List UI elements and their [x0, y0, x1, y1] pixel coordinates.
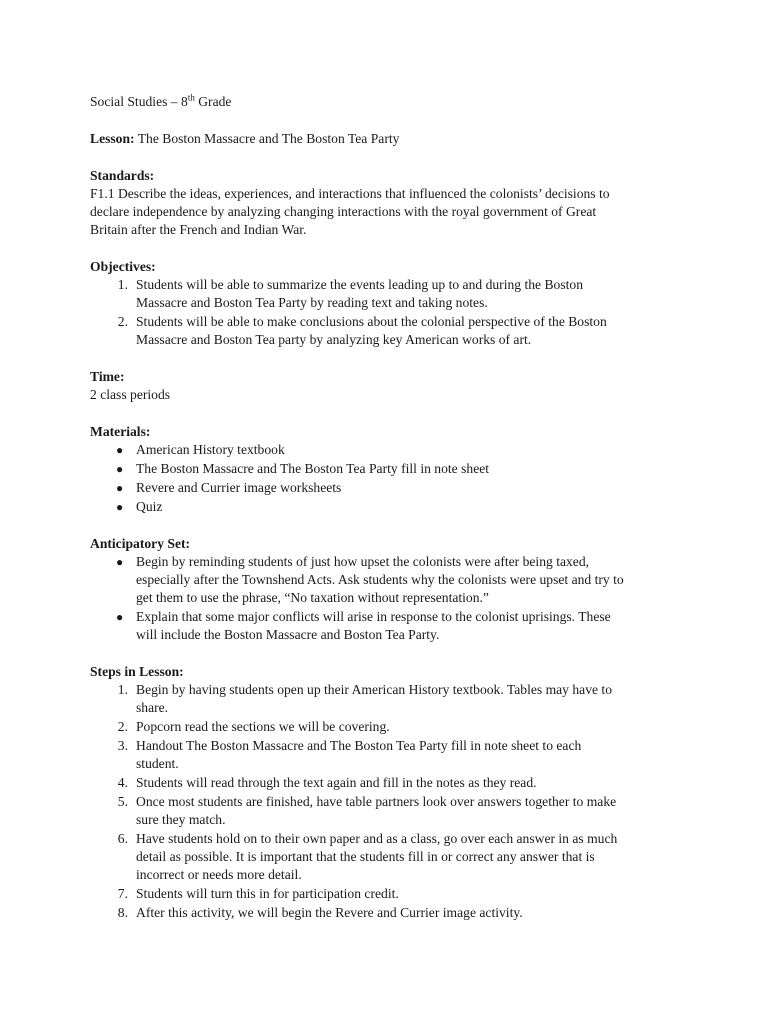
step-item — [90, 774, 690, 792]
objectives-heading: Objectives: — [90, 259, 156, 274]
list-number: 2. — [117, 314, 128, 329]
objectives-section — [90, 258, 690, 349]
objective-text-line: Students will be able to make conclusions about the colonial perspective of the Boston — [136, 314, 607, 329]
bullet-icon: ● — [116, 555, 124, 569]
anticipatory-text-line: Explain that some major conflicts will arise in response to the colonist uprisings. These — [136, 609, 611, 624]
anticipatory-item — [90, 608, 690, 644]
standards-section — [90, 167, 690, 239]
lesson-line — [90, 130, 690, 148]
step-item — [90, 885, 690, 903]
steps-section — [90, 663, 690, 922]
step-text-line: Have students hold on to their own paper and as a class, go over each answer in as much — [136, 831, 618, 846]
step-text-line: Students will turn this in for participation credit. — [136, 886, 399, 901]
list-number: 8. — [117, 905, 128, 920]
step-item — [90, 718, 690, 736]
step-text-line: share. — [136, 700, 169, 715]
standards-heading: Standards: — [90, 168, 155, 183]
objective-text-line: Massacre and Boston Tea Party by reading text and taking notes. — [136, 295, 488, 310]
material-item — [90, 479, 690, 497]
step-text-line: Popcorn read the sections we will be covering. — [136, 719, 390, 734]
steps-heading: Steps in Lesson: — [90, 664, 184, 679]
materials-heading: Materials: — [90, 424, 151, 439]
objective-text-line: Massacre and Boston Tea party by analyzing key American works of art. — [136, 332, 532, 347]
anticipatory-text-line: will include the Boston Massacre and Boston Tea Party. — [136, 627, 440, 642]
step-text-line: Begin by having students open up their American History textbook. Tables may have to — [136, 682, 612, 697]
step-text-line: sure they match. — [136, 812, 226, 827]
time-heading: Time: — [90, 369, 125, 384]
standards-text-line: F1.1 Describe the ideas, experiences, and interactions that influenced the colonists’ decisions to — [90, 186, 610, 201]
step-text-line: After this activity, we will begin the Revere and Currier image activity. — [136, 905, 523, 920]
step-text-line: student. — [136, 756, 179, 771]
step-text-line: Handout The Boston Massacre and The Boston Tea Party fill in note sheet to each — [136, 738, 582, 753]
list-number: 6. — [117, 831, 128, 846]
bullet-icon: ● — [116, 610, 124, 624]
objective-text-line: Students will be able to summarize the events leading up to and during the Boston — [136, 277, 584, 292]
material-text: Revere and Currier image worksheets — [136, 480, 342, 495]
list-number: 3. — [117, 738, 128, 753]
step-text-line: Once most students are finished, have table partners look over answers together to make — [136, 794, 617, 809]
bullet-icon: ● — [116, 443, 124, 457]
material-text: The Boston Massacre and The Boston Tea Party fill in note sheet — [136, 461, 490, 476]
course-title — [90, 93, 690, 111]
anticipatory-set-heading: Anticipatory Set: — [90, 536, 191, 551]
anticipatory-text-line: especially after the Townshend Acts. Ask students why the colonists were upset and try to — [136, 572, 624, 587]
material-text: Quiz — [136, 499, 163, 514]
course-grade: Grade — [194, 94, 232, 109]
anticipatory-text-line: Begin by reminding students of just how upset the colonists were after being taxed, — [136, 554, 590, 569]
material-item — [90, 498, 690, 516]
lesson-title: The Boston Massacre and The Boston Tea Party — [134, 131, 400, 146]
steps-list — [90, 681, 690, 922]
materials-list — [90, 441, 690, 516]
list-number: 1. — [117, 682, 128, 697]
lesson-plan-page — [90, 93, 690, 922]
step-item — [90, 793, 690, 829]
anticipatory-set-section — [90, 535, 690, 644]
course-superscript: th — [187, 92, 195, 103]
bullet-icon: ● — [116, 481, 124, 495]
anticipatory-text-line: get them to use the phrase, “No taxation without representation.” — [136, 590, 489, 605]
time-section — [90, 368, 690, 404]
anticipatory-item — [90, 553, 690, 607]
material-item — [90, 460, 690, 478]
step-item — [90, 904, 690, 922]
objectives-list — [90, 276, 690, 349]
material-item — [90, 441, 690, 459]
time-value: 2 class periods — [90, 387, 171, 402]
step-item — [90, 681, 690, 717]
bullet-icon: ● — [116, 462, 124, 476]
step-text-line: Students will read through the text again and fill in the notes as they read. — [136, 775, 537, 790]
step-text-line: incorrect or needs more detail. — [136, 867, 302, 882]
objective-item — [90, 276, 690, 312]
materials-section — [90, 423, 690, 516]
list-number: 7. — [117, 886, 128, 901]
step-item — [90, 830, 690, 884]
list-number: 4. — [117, 775, 128, 790]
step-text-line: detail as possible. It is important that the students fill in or correct any answer that is — [136, 849, 595, 864]
standards-text-line: declare independence by analyzing changing interactions with the royal government of Great — [90, 204, 597, 219]
lesson-label: Lesson: — [90, 131, 135, 146]
anticipatory-set-list — [90, 553, 690, 644]
list-number: 1. — [117, 277, 128, 292]
objective-item — [90, 313, 690, 349]
list-number: 5. — [117, 794, 128, 809]
step-item — [90, 737, 690, 773]
bullet-icon: ● — [116, 500, 124, 514]
course-text: Social Studies – 8 — [90, 94, 188, 109]
standards-text-line: Britain after the French and Indian War. — [90, 222, 307, 237]
list-number: 2. — [117, 719, 128, 734]
material-text: American History textbook — [136, 442, 285, 457]
